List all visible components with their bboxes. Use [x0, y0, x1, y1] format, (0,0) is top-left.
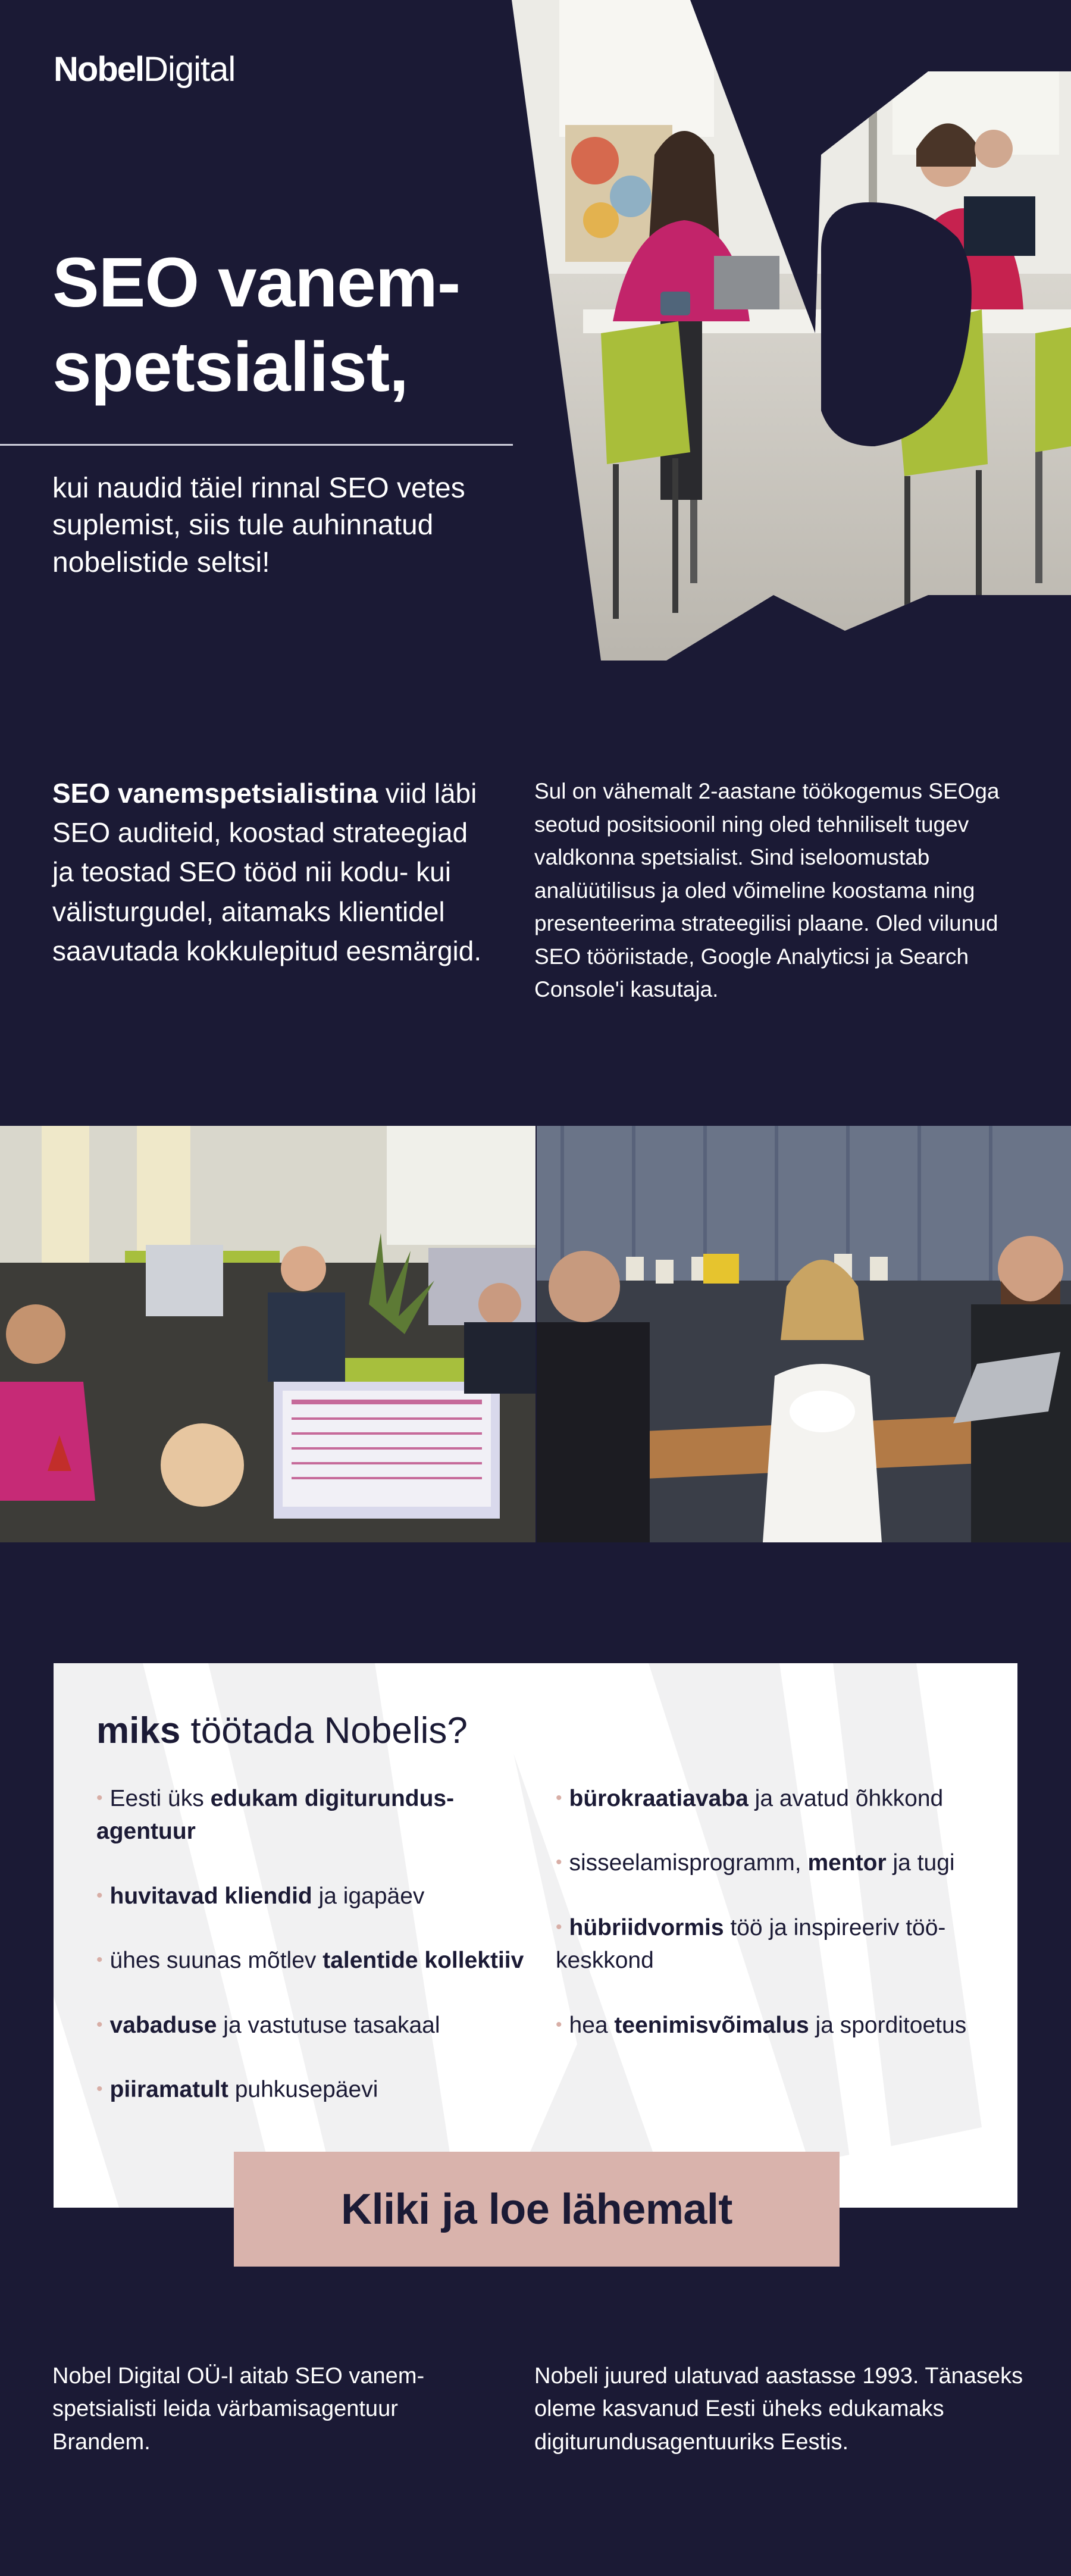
bullet-icon: •	[96, 1788, 103, 1808]
item-bold: edukam digiturundus-agentuur	[96, 1786, 455, 1845]
bullet-icon: •	[556, 2014, 562, 2034]
intro-role-description	[52, 774, 493, 971]
item-text: hea	[569, 2012, 615, 2038]
bullet-icon: •	[556, 1852, 562, 1873]
item-bold: vabaduse	[109, 2012, 217, 2038]
item-text: Eesti üks	[109, 1786, 211, 1811]
why-title	[96, 1710, 468, 1752]
item-bold: piiramatult	[109, 2076, 228, 2102]
list-item	[96, 1944, 549, 1977]
item-text: ja sporditoetus	[809, 2012, 967, 2038]
list-item	[556, 2009, 996, 2042]
item-bold: talentide kollektiiv	[322, 1948, 524, 1974]
item-bold: huvitavad kliendid	[109, 1883, 312, 1909]
item-text: töö ja inspireeriv töö-keskkond	[556, 1914, 946, 1974]
read-more-button[interactable]: Kliki ja loe lähemalt	[234, 2152, 840, 2267]
list-item	[96, 1880, 549, 1913]
list-item	[556, 1911, 996, 1977]
item-text: ühes suunas mõtlev	[109, 1948, 323, 1974]
bullet-icon: •	[556, 1917, 562, 1937]
bullet-icon: •	[96, 2079, 103, 2099]
benefits-list-left	[96, 1782, 549, 2137]
why-title-bold: miks	[96, 1710, 181, 1751]
item-bold: bürokraatiavaba	[569, 1786, 749, 1811]
hero-subtitle: kui naudid täiel rinnal SEO vetes suplemist, siis tule auhinnatud nobelistide seltsi!	[52, 472, 465, 578]
logo-bold: Nobel	[54, 50, 144, 89]
intro-requirements: Sul on vähemalt 2-aastane töökogemus SEOga seotud positsioonil ning oled tehniliselt tugev valdkonna spetsialist. Sind iseloomustab analüütilisus ja oled võimeline koostama ning presenteerima strateegilisi plaane. Oled vilunud SEO tööriistade, Google Analyticsi ja Search Console'i kasutaja.	[534, 779, 1000, 1001]
why-title-rest: töötada Nobelis?	[180, 1710, 468, 1751]
list-item	[96, 1782, 549, 1848]
item-text: sisseelamisprogramm,	[569, 1850, 808, 1876]
footer-recruiter-note: Nobel Digital OÜ-l aitab SEO vanem-spetsialisti leida värbamisagentuur Brandem.	[52, 2364, 425, 2455]
bullet-icon: •	[96, 2014, 103, 2034]
bullet-icon: •	[96, 1950, 103, 1970]
item-text: ja igapäev	[312, 1883, 425, 1909]
item-text: ja vastutuse tasakaal	[217, 2012, 440, 2038]
bullet-icon: •	[96, 1885, 103, 1905]
list-item	[556, 1782, 996, 1815]
item-bold: teenimisvõimalus	[614, 2012, 809, 2038]
benefits-list-right	[556, 1782, 996, 2073]
item-bold: hübriidvormis	[569, 1914, 724, 1940]
hero-title: SEO vanem-spetsialist,	[52, 243, 461, 406]
brand-logo[interactable]	[54, 52, 235, 87]
item-text: ja avatud õhkkond	[748, 1786, 944, 1811]
intro-role-bold: SEO vanemspetsialistina	[52, 778, 378, 809]
why-nobel-card	[54, 1663, 1017, 2208]
logo-light: Digital	[143, 50, 236, 89]
hero-divider	[0, 444, 513, 446]
item-bold: mentor	[807, 1850, 887, 1876]
bullet-icon: •	[556, 1788, 562, 1808]
list-item	[556, 1846, 996, 1879]
intro-role-rest: viid läbi SEO auditeid, koostad strateegiad ja teostad SEO tööd nii kodu- kui välisturgudel, aitamaks klientidel saavutada kokkulepitud eesmärgid.	[52, 778, 482, 966]
team-photo	[537, 1126, 1071, 1542]
hero-photo	[512, 0, 1071, 666]
footer-company-note: Nobeli juured ulatuvad aastasse 1993. Tänaseks oleme kasvanud Eesti üheks edukamaks digiturundusagentuuriks Eestis.	[534, 2364, 1023, 2455]
item-text: puhkusepäevi	[228, 2076, 378, 2102]
item-text: ja tugi	[886, 1850, 955, 1876]
office-photo	[0, 1126, 536, 1542]
list-item	[96, 2073, 549, 2106]
list-item	[96, 2009, 549, 2042]
